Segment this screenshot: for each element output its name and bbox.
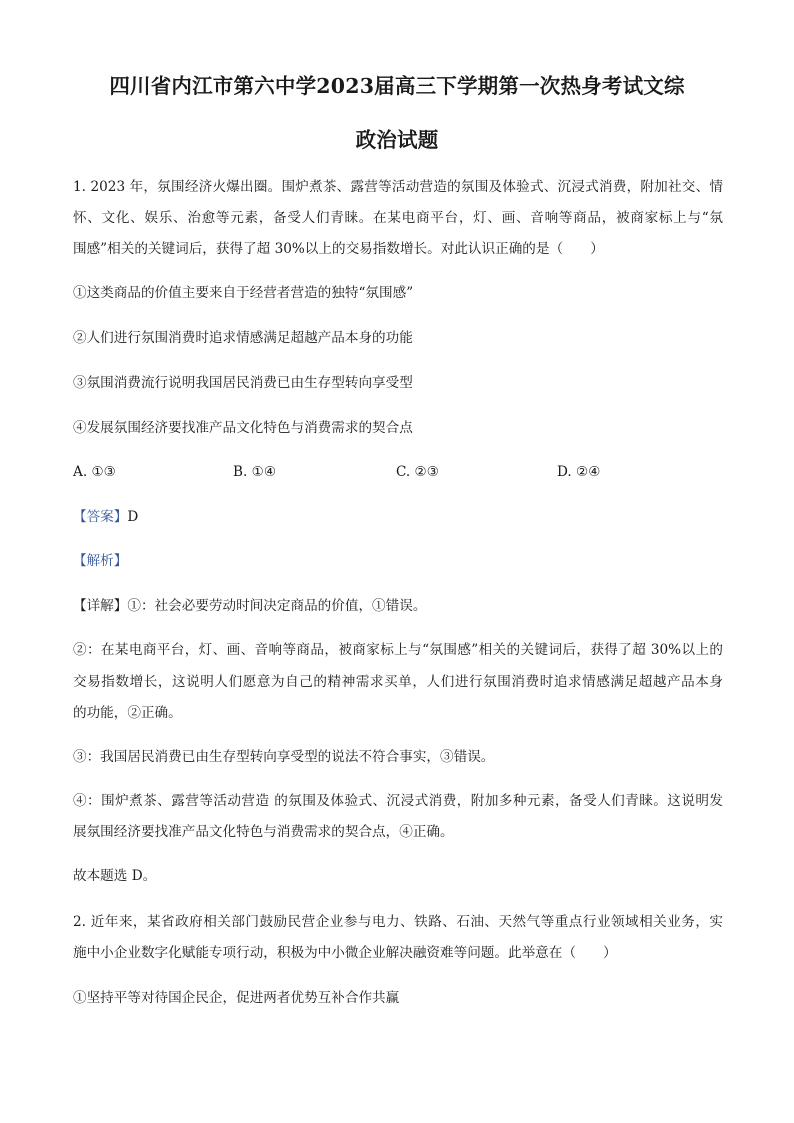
q2-stem-line-2: 施中小企业数字化赋能专项行动，积极为中小微企业解决融资难等问题。此举意在（ ） — [73, 945, 617, 961]
answer-label: 【答案】 — [73, 509, 128, 525]
q1-detail-4-line-1: ④：围炉煮茶、露营等活动营造 的氛围及体验式、沉浸式消费，附加多种元素，备受人们青睐。这说明发 — [73, 793, 723, 809]
q1-statement-4: ④发展氛围经济要找准产品文化特色与消费需求的契合点 — [73, 420, 413, 436]
q1-stem-line-1: 1. 2023 年，氛围经济火爆出圈。围炉煮茶、露营等活动营造的氛围及体验式、沉浸式消费，附加社交、情 — [73, 179, 723, 195]
q1-conclusion: 故本题选 D。 — [73, 868, 157, 884]
answer-value: D — [127, 509, 139, 525]
q1-stem-line-2: 怀、文化、娱乐、治愈等元素，备受人们青睐。在某电商平台，灯、画、音响等商品，被商家标上与“氛 — [73, 210, 723, 226]
q1-option-d: D. ②④ — [557, 464, 601, 480]
q2-statement-1: ①坚持平等对待国企民企，促进两者优势互补合作共赢 — [73, 990, 400, 1006]
q1-statement-3: ③氛围消费流行说明我国居民消费已由生存型转向享受型 — [73, 375, 413, 391]
q1-detail-2-line-1: ②：在某电商平台，灯、画、音响等商品，被商家标上与“氛围感”相关的关键词后，获得了超 30%以上的 — [73, 642, 723, 658]
q1-answer — [73, 507, 723, 527]
document-title-line-2: 政治试题 — [355, 128, 439, 152]
document-title-line-1: 四川省内江市第六中学2023届高三下学期第一次热身考试文综 — [109, 74, 685, 98]
q1-option-a: A. ①③ — [73, 464, 116, 480]
analysis-label: 【解析】 — [73, 553, 128, 569]
q1-detail-2-line-3: 的功能，②正确。 — [73, 705, 182, 721]
q1-statement-1: ①这类商品的价值主要来自于经营者营造的独特“氛围感” — [73, 285, 414, 301]
q1-option-c: C. ②③ — [396, 464, 439, 480]
q1-analysis-heading — [73, 551, 723, 571]
q1-detail-3: ③：我国居民消费已由生存型转向享受型的说法不符合事实，③错误。 — [73, 749, 495, 765]
detail-label: 【详解】 — [73, 598, 128, 614]
q1-option-b: B. ①④ — [233, 464, 277, 480]
q1-detail-1 — [73, 596, 723, 616]
q1-detail-2-line-2: 交易指数增长，这说明人们愿意为自己的精神需求买单，人们进行氛围消费时追求情感满足超越产品本身 — [73, 674, 723, 690]
q1-detail-4-line-2: 展氛围经济要找准产品文化特色与消费需求的契合点，④正确。 — [73, 824, 454, 840]
q2-stem-line-1: 2. 近年来，某省政府相关部门鼓励民营企业参与电力、铁路、石油、天然气等重点行业领域相关业务，实 — [73, 914, 723, 930]
detail-1-text: ①：社会必要劳动时间决定商品的价值，①错误。 — [127, 598, 427, 614]
q1-statement-2: ②人们进行氛围消费时追求情感满足超越产品本身的功能 — [73, 330, 413, 346]
q1-stem-line-3: 围感”相关的关键词后，获得了超 30%以上的交易指数增长。对此认识正确的是（ ） — [73, 241, 604, 257]
